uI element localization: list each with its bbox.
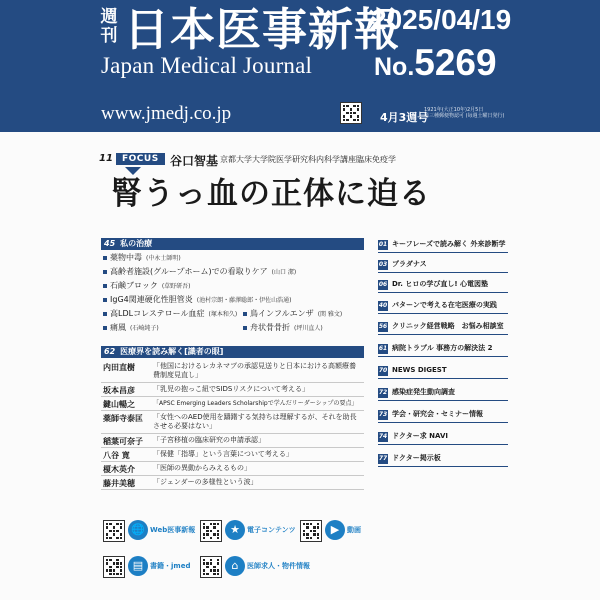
section-page-number: 62: [104, 347, 116, 356]
table-row[interactable]: [101, 462, 364, 476]
toc-page-number: 01: [378, 241, 388, 248]
toc-page-number: 56: [378, 323, 388, 330]
toc-item[interactable]: [378, 342, 508, 357]
list-item-title: 舟状骨骨折: [250, 323, 290, 332]
list-item-title: 高齢者施設(グループホーム)での看取りケア: [110, 267, 268, 276]
journal-title-en: Japan Medical Journal: [101, 53, 313, 78]
reader-name: 榎木英介: [103, 464, 135, 474]
section-page-number: 45: [104, 239, 116, 248]
toc-page-number: 03: [378, 261, 388, 268]
building-icon: ⌂: [225, 556, 245, 576]
table-row[interactable]: [101, 383, 364, 397]
reader-name: 薬師寺泰匡: [103, 413, 143, 423]
toc-label: ドクター掲示板: [392, 454, 441, 462]
toc-page-number: 61: [378, 345, 388, 352]
toc-page-number: 77: [378, 455, 388, 462]
bullet-icon: [103, 312, 107, 316]
toc-label: クリニック経営戦略 お悩み相談室: [392, 322, 504, 330]
reader-article-title: 「子宮移植の臨床研究の申請承認」: [153, 436, 265, 444]
issue-date: 2025/04/19: [371, 4, 512, 35]
toc-item[interactable]: [378, 386, 508, 401]
reader-name: 坂本昌彦: [103, 385, 135, 395]
reader-article-title: 「APSC Emerging Leaders Scholarshipで学んだリーダーシップの要点」: [153, 400, 358, 407]
list-item-author: (中永士師明): [146, 255, 181, 262]
toc-page-number: 06: [378, 281, 388, 288]
list-item-title: 石鹸ブロック: [110, 281, 158, 290]
toc-page-number: 72: [378, 389, 388, 396]
list-item[interactable]: [103, 280, 191, 292]
reader-article-title: 「医師の異動からみえるもの」: [153, 464, 251, 472]
reader-name: 八谷 寛: [103, 450, 130, 460]
toc-label: キーフレーズで読み解く 外来診断学: [392, 240, 506, 248]
publication-info-line: 第三種郵便物認可 (毎週土曜日発行): [424, 113, 505, 119]
issue-number: [374, 42, 497, 88]
table-row[interactable]: [101, 448, 364, 462]
list-item-title: 痛風: [110, 323, 126, 332]
focus-title[interactable]: 腎うっ血の正体に迫る: [111, 176, 431, 212]
journal-title-jp: 日本医事新報: [124, 3, 401, 56]
toc-item[interactable]: [378, 320, 508, 335]
bullet-icon: [103, 326, 107, 330]
masthead: [0, 0, 600, 132]
list-item[interactable]: [103, 252, 181, 264]
section-title: 私の治療: [120, 239, 153, 248]
list-item-author: (池村宗朗・藤澤聡郎・伊佐山浩通): [196, 297, 292, 304]
toc-label: NEWS DIGEST: [392, 366, 447, 374]
website-url[interactable]: www.jmedj.co.jp: [101, 103, 232, 124]
promo-label: Web医事新報: [150, 526, 196, 534]
section-header-opinion: [101, 238, 364, 250]
reader-article-title: 「保健「指導」という言葉について考える」: [153, 450, 293, 458]
publication-info: [424, 107, 505, 119]
list-item-title: 鳥インフルエンザ: [250, 309, 314, 318]
toc-item[interactable]: [378, 452, 508, 467]
qr-code-icon[interactable]: [200, 520, 222, 542]
list-item-title: IgG4関連硬化性胆管炎: [110, 295, 193, 304]
bullet-icon: [103, 298, 107, 302]
issue-number-prefix: No.: [374, 53, 415, 81]
toc-label: Dr. ヒロの学び直し! 心電図塾: [392, 280, 488, 288]
table-row[interactable]: [101, 434, 364, 448]
toc-page-number: 70: [378, 367, 388, 374]
section-header-readers: [101, 346, 364, 358]
promo-label: 電子コンテンツ: [247, 526, 296, 534]
list-item[interactable]: [103, 266, 296, 278]
bullet-icon: [103, 270, 107, 274]
list-item-title: 高LDLコレステロール血症: [110, 309, 205, 318]
promo-label: 書籍・jmed: [150, 562, 191, 570]
list-item-author: (石崎純子): [130, 325, 159, 332]
qr-code-icon[interactable]: [340, 102, 362, 124]
toc-label: 感染症発生動向調査: [392, 388, 455, 396]
bullet-icon: [103, 284, 107, 288]
qr-code-icon[interactable]: [300, 520, 322, 542]
list-item[interactable]: [103, 294, 291, 306]
list-item-title: 薬物中毒: [110, 253, 142, 262]
focus-affiliation: 京都大学大学院医学研究科内科学講座臨床免疫学: [220, 155, 396, 164]
book-icon: ▤: [128, 556, 148, 576]
globe-icon: 🌐: [128, 520, 148, 540]
toc-item[interactable]: [378, 278, 508, 293]
toc-item[interactable]: [378, 238, 508, 253]
list-item[interactable]: [243, 322, 323, 334]
list-item-author: (山口 潔): [271, 269, 297, 276]
section-title: 医療界を読み解く[識者の眼]: [120, 347, 224, 356]
readers-table: [101, 360, 364, 490]
bullet-icon: [243, 312, 247, 316]
reader-name: 稲葉可奈子: [103, 436, 143, 446]
bullet-icon: [243, 326, 247, 330]
focus-pointer-triangle: [125, 167, 141, 175]
reader-name: 鍵山暢之: [103, 399, 135, 409]
qr-code-icon[interactable]: [200, 556, 222, 578]
focus-author: 谷口智基: [170, 154, 219, 168]
qr-code-icon[interactable]: [103, 556, 125, 578]
list-item[interactable]: [103, 308, 237, 320]
promo-label: 動画: [347, 526, 361, 534]
toc-item[interactable]: [378, 364, 508, 379]
issue-number-value: 5269: [414, 42, 497, 83]
weekly-label: 週刊: [100, 7, 118, 46]
reader-article-title: 「女性へのAED使用を躊躇する気持ちは理解するが、それを助長させる必要はない」: [153, 413, 357, 430]
toc-item[interactable]: [378, 430, 508, 445]
toc-label: 学会・研究会・セミナー情報: [392, 410, 483, 418]
toc-label: 病院トラブル 事務方の解決法 2: [392, 344, 493, 352]
toc-page-number: 40: [378, 302, 388, 309]
toc-item[interactable]: [378, 299, 508, 314]
week-label: 4月3週号: [380, 111, 429, 124]
reader-article-title: 「乳児の抱っこ紐でSIDSリスクについて考える」: [153, 385, 310, 393]
list-item[interactable]: [243, 308, 342, 320]
toc-page-number: 73: [378, 411, 388, 418]
toc-label: ドクター求 NAVI: [392, 432, 448, 440]
star-icon: ★: [225, 520, 245, 540]
toc-item[interactable]: [378, 258, 508, 273]
list-item-author: (草野研吾): [161, 283, 191, 290]
promo-label: 医師求人・物件情報: [247, 562, 310, 570]
publication-info-line: 1921年(大正10年)2月5日: [424, 107, 484, 113]
toc-page-number: 74: [378, 433, 388, 440]
toc-item[interactable]: [378, 408, 508, 423]
reader-name: 内田直樹: [103, 362, 135, 372]
focus-page-number: 11: [99, 153, 113, 164]
focus-tag: FOCUS: [116, 153, 165, 165]
list-item[interactable]: [103, 322, 159, 334]
toc-label: プラダナス: [392, 260, 427, 268]
list-item-author: (坪川直人): [294, 325, 323, 332]
reader-article-title: 「他国におけるレカネマブの承認見送りと日本における高額療養費制度見直し」: [153, 362, 356, 379]
table-row[interactable]: [101, 411, 364, 434]
table-row[interactable]: [101, 360, 364, 383]
reader-article-title: 「ジェンダーの多様性という波」: [153, 478, 258, 486]
list-item-author: (関 雅文): [317, 311, 343, 318]
toc-label: パターンで考える在宅医療の実践: [392, 301, 497, 309]
list-item-author: (塚本和久): [208, 311, 238, 318]
reader-name: 藤井美穂: [103, 478, 135, 488]
table-row[interactable]: [101, 476, 364, 490]
table-row[interactable]: [101, 397, 364, 411]
qr-code-icon[interactable]: [103, 520, 125, 542]
video-icon: ▶: [325, 520, 345, 540]
bullet-icon: [103, 256, 107, 260]
